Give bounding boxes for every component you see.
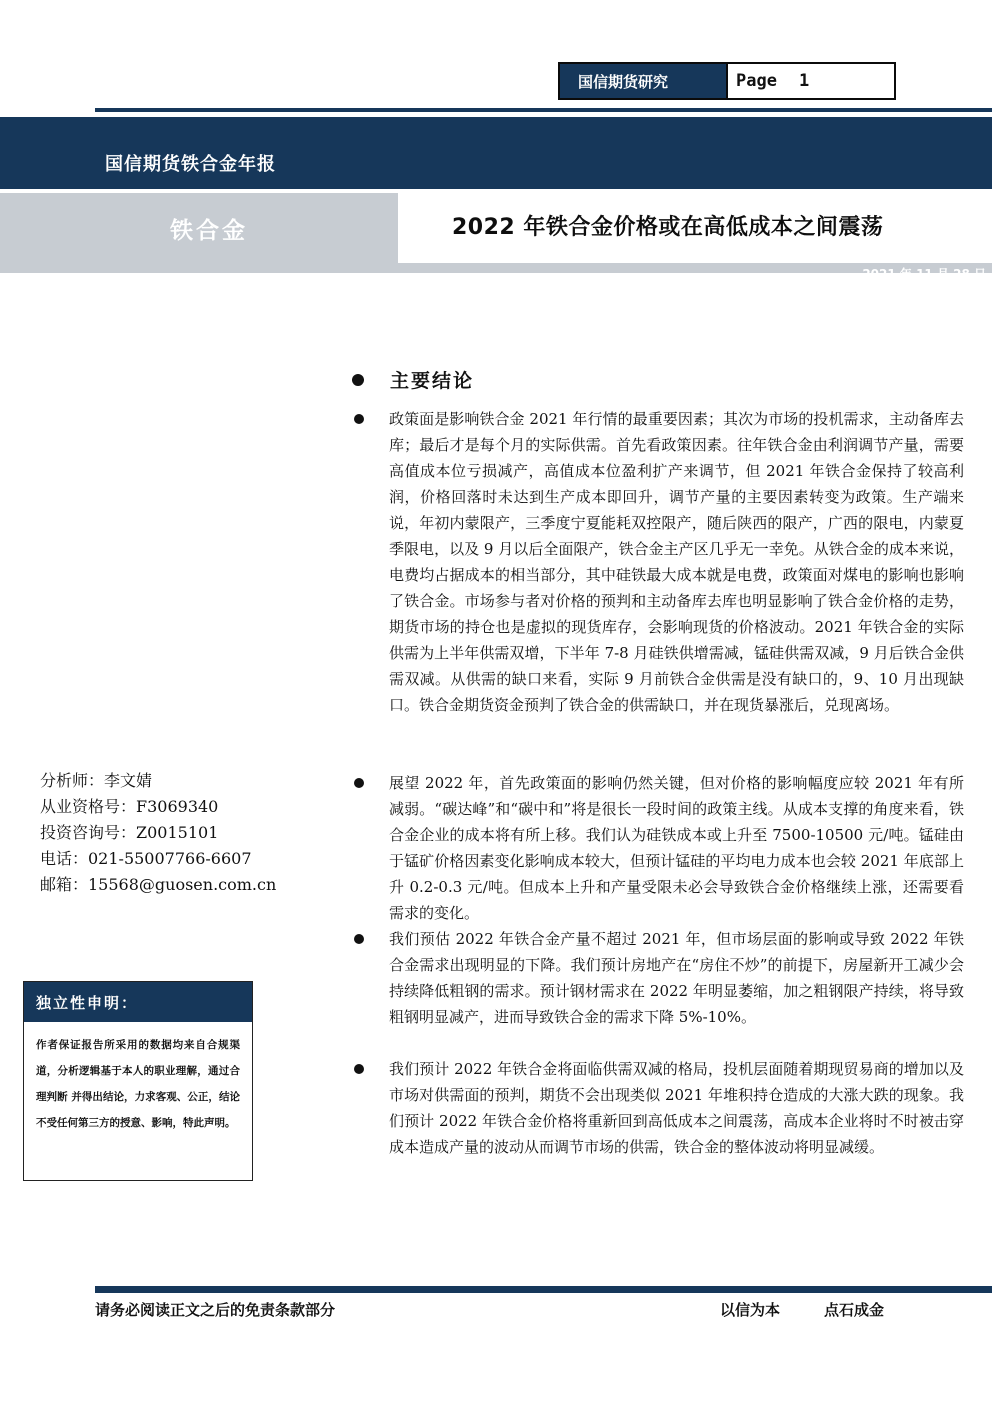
report-date: 2021 年 11 月 28 日	[862, 267, 986, 281]
section-heading-text: 主要结论	[390, 370, 475, 392]
bullet-icon	[354, 778, 364, 788]
conclusion-text: 我们预计 2022 年铁合金将面临供需双减的格局，投机层面随着期现贸易商的增加以及市场对供需面的预判，期货不会出现类似 2021 年堆积持仓造成的大涨大跌的现象。我们预计 2022 年铁合金价格将重新回到高低成本之间震荡，高成本企业将时不时被击穿成本造成产量的波动从而调节市场的供需，铁合金的整体波动将明显减缓。	[389, 1060, 964, 1156]
conclusion-item	[352, 770, 964, 926]
bullet-icon	[354, 934, 364, 944]
analyst-phone: 电话：021-55007766-6607	[40, 849, 252, 868]
analyst-info	[40, 768, 276, 898]
page-indicator	[726, 64, 894, 98]
category-label: 铁合金	[170, 218, 248, 244]
page-title: 2022 年铁合金价格或在高低成本之间震荡	[452, 215, 884, 240]
statement-title: 独立性申明：	[24, 982, 252, 1022]
footer-motto-2: 点石成金	[824, 1301, 885, 1319]
footer-motto-1: 以信为本	[720, 1301, 781, 1319]
analyst-qualification: 从业资格号：F3069340	[40, 797, 219, 816]
conclusion-item	[352, 1056, 964, 1160]
page-number: 1	[798, 71, 810, 91]
brand-label: 国信期货研究	[560, 64, 726, 98]
header-tab	[558, 62, 896, 100]
analyst-email: 邮箱：15568@guosen.com.cn	[40, 875, 277, 894]
conclusion-item	[352, 926, 964, 1030]
disclaimer-note: 请务必阅读正文之后的免责条款部分	[95, 1301, 336, 1319]
section-heading	[352, 366, 474, 393]
conclusion-text: 展望 2022 年，首先政策面的影响仍然关键，但对价格的影响幅度应较 2021 年有所减弱。“碳达峰”和“碳中和”将是很长一段时间的政策主线。从成本支撑的角度来看，铁合金企业的成本将有所上移。我们认为硅铁成本或上升至 7500-10500 元/吨。锰硅由于锰矿价格因素变化影响成本较大，但预计锰硅的平均电力成本也会较 2021 年底部上升 0.2-0.3 元/吨。但成本上升和产量受限未必会导致铁合金价格继续上涨，还需要看需求的变化。	[389, 774, 964, 922]
bullet-icon	[354, 414, 364, 424]
bullet-icon	[352, 374, 364, 386]
report-series-title: 国信期货铁合金年报	[105, 154, 276, 175]
bullet-icon	[354, 1064, 364, 1074]
conclusion-text: 我们预估 2022 年铁合金产量不超过 2021 年，但市场层面的影响或导致 2022 年铁合金需求出现明显的下降。我们预计房地产在“房住不炒”的前提下，房屋新开工减少会持续降低粗钢的需求。预计钢材需求在 2022 年明显萎缩，加之粗钢限产持续，将导致粗钢明显减产，进而导致铁合金的需求下降 5%-10%。	[389, 930, 964, 1026]
statement-body: 作者保证报告所采用的数据均来自合规渠道，分析逻辑基于本人的职业理解，通过合理判断 并得出结论，力求客观、公正，结论不受任何第三方的授意、影响，特此声明。	[36, 1039, 240, 1129]
analyst-consult-number: 投资咨询号：Z0015101	[40, 823, 219, 842]
date-band	[0, 263, 992, 273]
analyst-name: 分析师：李文婧	[40, 771, 153, 790]
page-label: Page	[736, 71, 777, 91]
conclusion-text: 政策面是影响铁合金 2021 年行情的最重要因素；其次为市场的投机需求，主动备库去库；最后才是每个月的实际供需。首先看政策因素。往年铁合金由利润调节产量，需要高值成本位亏损减产，高值成本位盈利扩产来调节，但 2021 年铁合金保持了较高利润，价格回落时未达到生产成本即回升，调节产量的主要因素转变为政策。生产端来说，年初内蒙限产，三季度宁夏能耗双控限产，随后陕西的限产，广西的限电，内蒙夏季限电，以及 9 月以后全面限产，铁合金主产区几乎无一幸免。从铁合金的成本来说，电费均占据成本的相当部分，其中硅铁最大成本就是电费，政策面对煤电的影响也影响了铁合金。市场参与者对价格的预判和主动备库去库也明显影响了铁合金价格的走势，期货市场的持仓也是虚拟的现货库存，会影响现货的价格波动。2021 年铁合金的实际供需为上半年供需双增，下半年 7-8 月硅铁供增需减，锰硅供需双减，9 月后铁合金供需双减。从供需的缺口来看，实际 9 月前铁合金供需是没有缺口的，9、10 月出现缺口。铁合金期货资金预判了铁合金的供需缺口，并在现货暴涨后，兑现离场。	[389, 410, 964, 714]
independence-statement	[23, 981, 253, 1181]
conclusion-item	[352, 406, 964, 718]
top-divider	[95, 108, 992, 112]
footer-divider	[95, 1286, 992, 1293]
